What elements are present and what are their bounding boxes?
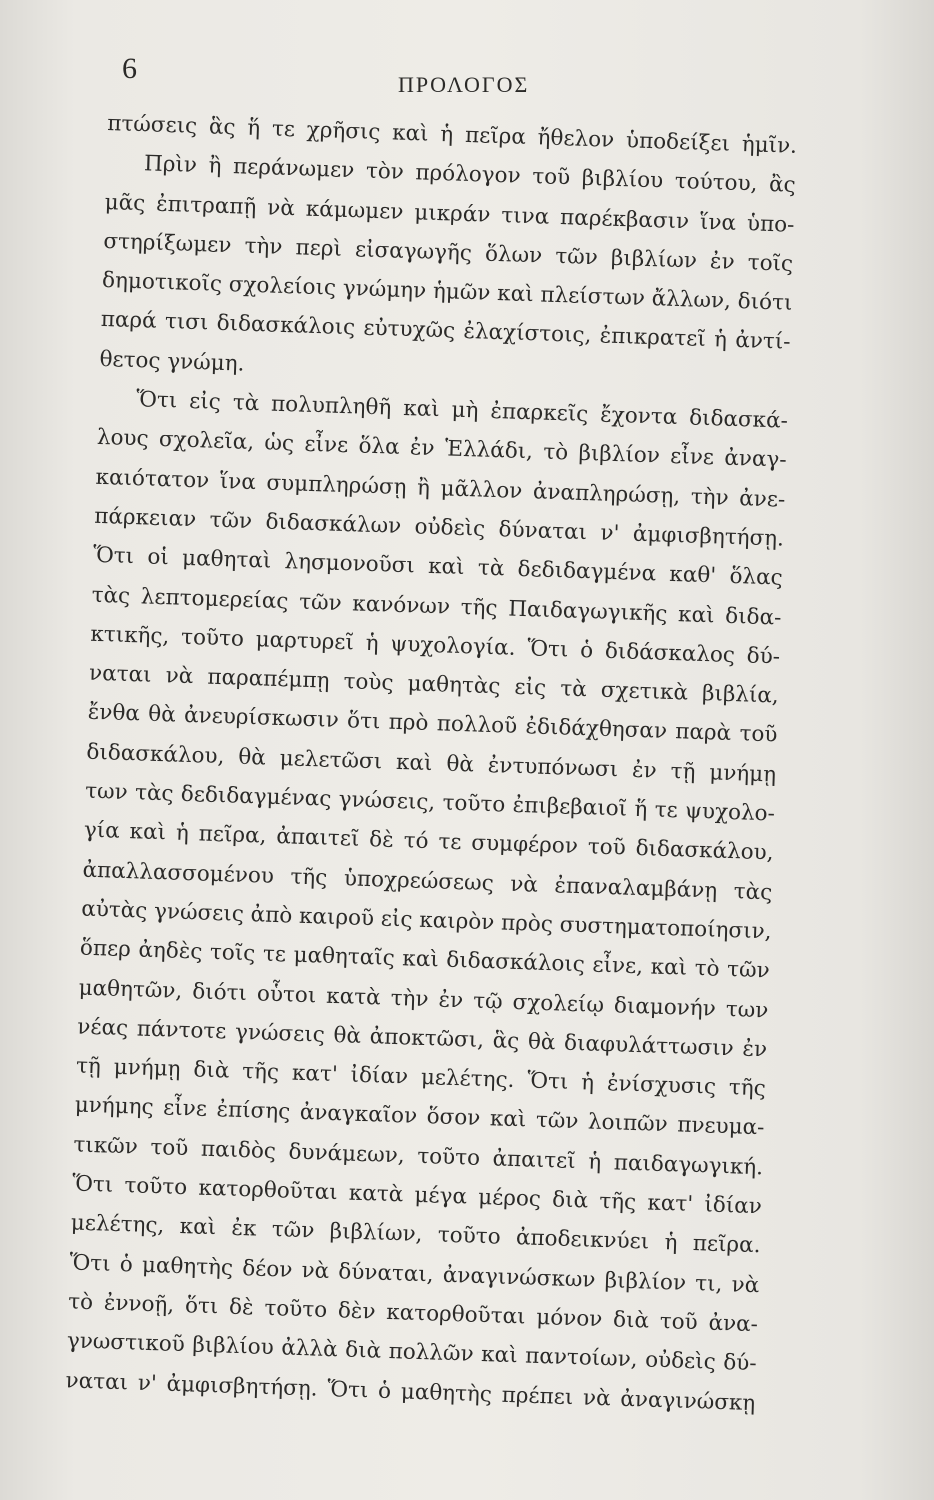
text-line: ἔνθα θὰ ἀνευρίσκωσιν ὅτι πρὸ πολλοῦ ἐδιδάχθησαν παρὰ τοῦ bbox=[87, 700, 778, 748]
text-line: αὐτὰς γνώσεις ἀπὸ καιροῦ εἰς καιρὸν πρὸς συστηματοποίησιν, bbox=[80, 896, 772, 945]
text-line: ναται ν' ἀμφισβητήσῃ. Ὅτι ὁ μαθητὴς πρέπει νὰ ἀναγινώσκῃ bbox=[65, 1367, 756, 1416]
text-line: διδασκάλου, θὰ μελετῶσι καὶ θὰ ἐντυπόνωσι ἐν τῇ μνήμῃ bbox=[86, 739, 777, 788]
text-line: μνήμης εἶνε ἐπίσης ἀναγκαῖον ὅσον καὶ τῶν λοιπῶν πνευμα- bbox=[74, 1092, 765, 1141]
text-line: κτικῆς, τοῦτο μαρτυρεῖ ἡ ψυχολογία. Ὅτι ὁ διδάσκαλος δύ- bbox=[90, 621, 781, 670]
text-line: καιότατον ἵνα συμπληρώσῃ ἢ μᾶλλον ἀναπληρώσῃ, τὴν ἀνε- bbox=[95, 464, 786, 513]
text-line: των τὰς δεδιδαγμένας γνώσεις, τοῦτο ἐπιβεβαιοῖ ἥ τε ψυχολο- bbox=[84, 778, 776, 827]
text-line: Ὅτι οἱ μαθηταὶ λησμονοῦσι καὶ τὰ δεδιδαγμένα καθ' ὅλας bbox=[92, 543, 784, 591]
text-line: Ὅτι εἰς τὰ πολυπληθῆ καὶ μὴ ἐπαρκεῖς ἔχοντα διδασκά- bbox=[135, 387, 789, 434]
body-text bbox=[65, 104, 798, 1423]
text-line: τὸ ἐννοῇ, ὅτι δὲ τοῦτο δὲν κατορθοῦται μόνον διὰ τοῦ ἀνα- bbox=[67, 1289, 759, 1338]
page-number: 6 bbox=[122, 52, 137, 85]
running-head: ΠΡΟΛΟΓΟΣ bbox=[398, 72, 530, 97]
text-line: τὰς λεπτομερείας τῶν κανόνων τῆς Παιδαγωγικῆς καὶ διδα- bbox=[91, 582, 782, 631]
text-line: γία καὶ ἡ πεῖρα, ἀπαιτεῖ δὲ τό τε συμφέρον τοῦ διδασκάλου, bbox=[83, 817, 774, 866]
text-line: στηρίξωμεν τὴν περὶ εἰσαγωγῆς ὅλων τῶν βιβλίων ἐν τοῖς bbox=[103, 228, 794, 277]
text-line: μελέτης, καὶ ἐκ τῶν βιβλίων, τοῦτο ἀποδεικνύει ἡ πεῖρα. bbox=[70, 1210, 761, 1259]
text-line: μαθητῶν, διότι οὗτοι κατὰ τὴν ἐν τῷ σχολείῳ διαμονήν των bbox=[78, 975, 769, 1023]
text-line: ἀπαλλασσομένου τῆς ὑποχρεώσεως νὰ ἐπαναλαμβάνῃ τὰς bbox=[82, 857, 773, 906]
text-line: νέας πάντοτε γνώσεις θὰ ἀποκτῶσι, ἃς θὰ διαφυλάττωσιν ἐν bbox=[76, 1014, 768, 1063]
text-line: παρά τισι διδασκάλοις εὐτυχῶς ἐλαχίστοις, ἐπικρατεῖ ἡ ἀντί- bbox=[100, 307, 791, 356]
text-line: λους σχολεῖα, ὡς εἶνε ὅλα ἐν Ἑλλάδι, τὸ βιβλίον εἶνε ἀναγ- bbox=[96, 425, 787, 474]
text-line: γνωστικοῦ βιβλίου ἀλλὰ διὰ πολλῶν καὶ παντοίων, οὐδεὶς δύ- bbox=[66, 1328, 757, 1377]
text-line: Ὅτι ὁ μαθητὴς δέον νὰ δύναται, ἀναγινώσκων βιβλίον τι, νὰ bbox=[69, 1249, 760, 1298]
text-line: Πρὶν ἢ περάνωμεν τὸν πρόλογον τοῦ βιβλίου τούτου, ἂς bbox=[143, 151, 797, 199]
text-line: τικῶν τοῦ παιδὸς δυνάμεων, τοῦτο ἀπαιτεῖ ἡ παιδαγωγική. bbox=[73, 1132, 764, 1181]
text-line: μᾶς ἐπιτραπῇ νὰ κάμωμεν μικράν τινα παρέκβασιν ἵνα ὑπο- bbox=[104, 189, 795, 238]
text-line: τῇ μνήμῃ διὰ τῆς κατ' ἰδίαν μελέτης. Ὅτι ἡ ἐνίσχυσις τῆς bbox=[75, 1053, 767, 1102]
text-line: θετος γνώμη. bbox=[99, 346, 245, 377]
text-line: δημοτικοῖς σχολείοις γνώμην ἡμῶν καὶ πλείστων ἄλλων, διότι bbox=[101, 268, 793, 316]
text-line: ὅπερ ἀηδὲς τοῖς τε μαθηταῖς καὶ διδασκάλοις εἶνε, καὶ τὸ τῶν bbox=[79, 935, 771, 984]
text-line: πτώσεις ἃς ἥ τε χρῆσις καὶ ἡ πεῖρα ἤθελον ὑποδείξει ἡμῖν. bbox=[106, 110, 798, 159]
text-line: Ὅτι τοῦτο κατορθοῦται κατὰ μέγα μέρος διὰ τῆς κατ' ἰδίαν bbox=[71, 1171, 763, 1220]
text-line: ναται νὰ παραπέμπῃ τοὺς μαθητὰς εἰς τὰ σχετικὰ βιβλία, bbox=[88, 660, 780, 709]
text-line: πάρκειαν τῶν διδασκάλων οὐδεὶς δύναται ν' ἀμφισβητήσῃ. bbox=[93, 503, 785, 552]
